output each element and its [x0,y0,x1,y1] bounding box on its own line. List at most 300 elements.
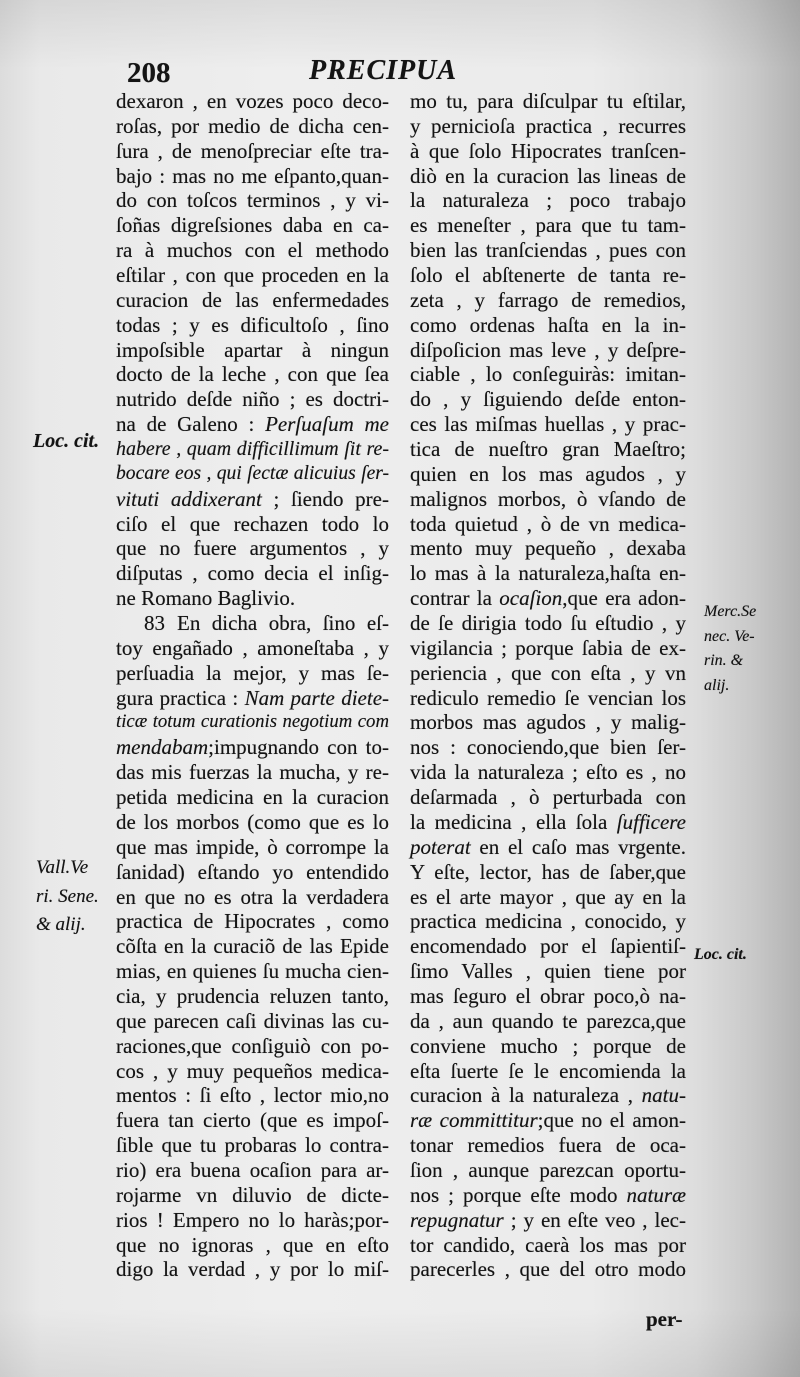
text-line [410,835,686,860]
roman-text: ſimo Valles , quien tiene por [410,959,686,984]
text-line [410,686,686,711]
line-content [116,1183,389,1207]
roman-text: cõſta en la curaciõ de las Epide [116,934,389,959]
italic-text: ræ committitur [410,1108,538,1133]
roman-text: es el arte mayor , que ay en la [410,884,686,909]
line-content [116,238,389,262]
roman-text: impoſsible apartar à ningun [116,337,389,362]
line-content [116,1133,389,1157]
roman-text: mento muy pequeño , dexaba [410,536,686,561]
line-content [410,810,686,834]
text-line [116,462,389,487]
roman-text: nutrido deſde niño ; es doctri- [116,387,389,412]
margin-note-line: Loc. cit. [33,430,100,452]
text-line [116,338,389,363]
roman-text: En dicha obra, ſino eſ- [177,611,389,636]
roman-text: bajo : mas no me eſpanto,quan- [116,163,389,188]
catchword: per- [646,1307,683,1331]
text-line [410,114,686,139]
line-content [410,1183,686,1207]
line-content [116,860,389,884]
line-content [410,959,686,983]
roman-text: de los morbos (como que es lo [116,809,389,834]
roman-text: mentos : ſi eſto , lector mio,no [116,1083,389,1108]
roman-text: practica de Hipocrates , como [116,909,389,934]
roman-text: nos ; porque eſte modo [410,1182,627,1207]
roman-text: tonar remedios fuera de oca- [410,1133,686,1158]
roman-text: das mis fuerzas la mucha, y re- [116,760,389,785]
line-content [410,835,686,859]
text-line [116,835,389,860]
italic-text: ocaſion [499,586,563,611]
margin-note-left-references [36,854,99,940]
line-content [410,909,686,933]
roman-text: eſta ſuerte ſe le encomienda la [410,1058,686,1083]
text-line [116,1009,389,1034]
text-line [116,934,389,959]
line-content [116,438,389,460]
roman-text: ciable , lo conſeguiràs: imitan- [410,362,686,387]
line-content [410,661,686,685]
line-content [116,785,389,809]
line-content [116,636,389,660]
text-line [410,512,686,537]
text-line [410,437,686,462]
margin-note-line: ri. Sene. [36,885,99,907]
roman-text: ciſo el que rechazen todo lo [116,511,389,536]
roman-text: zeta , y farrago de remedios, [410,287,686,312]
line-content [116,586,295,610]
text-line [116,362,389,387]
text-line [410,710,686,735]
line-content [410,164,686,188]
text-line [410,735,686,760]
text-line [410,188,686,213]
roman-text: contrar la [410,586,500,611]
line-content [116,1034,389,1058]
text-line [116,885,389,910]
line-content [410,1233,686,1257]
line-content [116,188,389,212]
text-line [410,1034,686,1059]
roman-text: rios ! Empero no lo haràs;por- [116,1207,389,1232]
text-line [116,785,389,810]
line-content [116,885,389,909]
line-content [116,561,389,585]
text-line [410,487,686,512]
roman-text: que mas impide, ò corrompe la [116,834,389,859]
roman-text: fuera tan cierto (que es impoſ- [116,1108,389,1133]
roman-text: ſanidad) eſtando yo entendido [116,859,389,884]
text-line [410,785,686,810]
text-line [410,462,686,487]
roman-text: na de Galeno : [116,412,266,437]
line-content [116,1059,389,1083]
text-line [410,1009,686,1034]
roman-text: digo la verdad , y por lo miſ- [116,1257,389,1282]
text-line [410,338,686,363]
roman-text: es meneſter , para que tu tam- [410,213,686,238]
text-line [410,611,686,636]
roman-text: que no ignoras , que en eſto [116,1232,389,1257]
roman-text: ;impugnando con to- [208,735,389,760]
text-line [410,1257,686,1282]
line-content [410,1034,686,1058]
text-line [116,860,389,885]
line-content [410,213,686,237]
margin-note-left-citation [33,428,99,454]
roman-text: Y eſte, lector, has de ſaber,que [410,859,686,884]
text-line [410,760,686,785]
line-content [116,1009,389,1033]
roman-text: gura practica : [116,685,245,710]
line-content [116,1083,389,1107]
text-line [116,89,389,114]
text-line [116,1233,389,1258]
italic-text: repugnatur [410,1207,504,1232]
line-content [410,785,686,809]
text-line [116,437,389,462]
roman-text: perſuadia la mejor, y mas ſe- [116,660,389,685]
roman-text: cos , y muy pequeños medica- [116,1058,389,1083]
text-line [410,412,686,437]
text-line [410,1233,686,1258]
line-content [410,611,686,635]
line-content [410,710,686,734]
roman-text: diſpoſicion mas leve , y deſpre- [410,337,686,362]
line-content [410,1133,686,1157]
line-content [410,561,686,585]
roman-text: ; y en eſte veo , lec- [503,1207,686,1232]
text-line [410,288,686,313]
roman-text: encomendado por el ſapientiſ- [410,934,686,959]
text-line [116,1183,389,1208]
roman-text: en el caſo mas vrgente. [470,834,686,859]
line-content [116,909,389,933]
text-line [410,139,686,164]
text-line [116,114,389,139]
line-content [410,1009,686,1033]
line-content [116,536,389,560]
text-line [410,959,686,984]
line-content [410,885,686,909]
line-content [116,139,389,163]
roman-text: diſputas , como decia el inſig- [116,561,389,586]
italic-text: naturæ [626,1182,686,1207]
line-content [116,512,389,536]
line-content [410,313,686,337]
roman-text: deſarmada , ò perturbada con [410,785,686,810]
line-content [116,164,389,188]
line-content [116,288,389,312]
text-line [116,984,389,1009]
line-content [410,263,686,287]
line-content [116,362,389,386]
running-head-title: PRECIPUA [309,55,458,86]
roman-text: en que no es otra la verdadera [116,884,389,909]
line-content [116,760,389,784]
line-content [410,462,686,486]
roman-text: toy engañado , amoneſtaba , y [116,635,389,660]
italic-text: vituti addixerant [116,486,262,511]
roman-text: practica medicina , conocido, y [410,909,686,934]
roman-text: dexaron , en vozes poco deco- [116,89,389,113]
roman-text: ;que no el amon- [537,1108,686,1133]
line-content [116,1208,389,1232]
text-line [116,1257,389,1282]
roman-text: tor candido, caerà los mas por [410,1232,686,1257]
text-line [116,636,389,661]
line-content [116,338,389,362]
line-content [410,1208,686,1232]
text-line [116,810,389,835]
margin-note-right-citation [694,943,747,967]
text-line [116,735,389,760]
italic-text: ſufficere [616,809,686,834]
text-line [116,586,389,611]
line-content [410,338,686,362]
text-line [410,1208,686,1233]
text-line [410,909,686,934]
line-content [116,487,389,511]
margin-note-line: Merc.Se [704,603,757,620]
line-content [410,288,686,312]
line-content [116,611,389,635]
roman-text: y pernicioſa practica , recurres [410,113,686,138]
roman-text: morbos mas agudos , y malig- [410,710,686,735]
roman-text: toda quietud , ò de vn medica- [410,511,686,536]
margin-note-line: alij. [704,677,730,695]
text-line [116,661,389,686]
text-line [116,1083,389,1108]
text-line [116,710,389,735]
line-content [116,263,389,287]
roman-text: diò en la curacion las lineas de [410,163,686,188]
text-line [116,1059,389,1084]
line-content [410,387,686,411]
text-line [116,1158,389,1183]
line-content [410,760,686,784]
margin-note-right-references [704,600,756,699]
italic-text: habere , quam difficillimum ſit re- [116,438,389,461]
roman-text: vigilancia ; porque ſabia de ex- [410,635,686,660]
roman-text: curacion de las enfermedades [116,287,389,312]
text-line [410,362,686,387]
roman-text: vida la naturaleza ; eſto es , no [410,760,686,785]
roman-text: eſtilar , con que proceden en la [116,263,389,288]
roman-text: ſura , de menoſpreciar eſte tra- [116,138,389,163]
roman-text: raciones,que conſiguiò con po- [116,1033,389,1058]
line-content [410,860,686,884]
roman-text: que parecen caſi divinas las cu- [116,1008,389,1033]
text-line [410,636,686,661]
roman-text: ces las miſmas huellas , y prac- [410,412,686,437]
text-line [116,611,389,636]
roman-text: quien en los mas agudos , y [410,461,686,486]
right-text-column [410,89,686,1282]
roman-text: do , y ſiguiendo deſde enton- [410,387,686,412]
text-line [410,885,686,910]
italic-text: natu- [641,1083,686,1108]
line-content [116,313,389,337]
roman-text: ſible que tu probaras lo contra- [116,1133,389,1158]
roman-text: la medicina , ella ſola [410,809,617,834]
roman-text: cia, y prudencia reluzen tanto, [116,983,389,1008]
line-content [116,1158,389,1182]
line-content [410,636,686,660]
line-content [410,114,686,138]
roman-text: lo mas à la naturaleza,haſta en- [410,561,686,586]
line-content [410,1059,686,1083]
roman-text: como ordenas haſta en la in- [410,312,686,337]
roman-text: mias, en quienes ſu mucha cien- [116,959,389,984]
line-content [116,1257,389,1281]
line-content [410,1158,686,1182]
roman-text: curacion à la naturaleza , [410,1083,642,1108]
roman-text: ,que era adon- [562,586,686,611]
text-line [410,1108,686,1133]
line-content [410,139,686,163]
roman-text: bien las tranſciendas , pues con [410,238,686,263]
roman-text: tica de nueſtro gran Maeſtro; [410,437,686,462]
roman-text: do con toſcos terminos , y vi- [116,188,389,213]
roman-text: nos : conociendo,que bien ſer- [410,735,686,760]
text-line [116,412,389,437]
roman-text: à que ſolo Hipocrates tranſcen- [410,138,686,163]
roman-text: la naturaleza ; poco trabajo [410,188,686,213]
text-line [410,263,686,288]
text-line [116,536,389,561]
roman-text: ne Romano Baglivio. [116,586,296,611]
line-content [410,238,686,262]
text-line [410,536,686,561]
text-line [410,238,686,263]
line-content [116,114,389,138]
line-content [116,213,389,237]
roman-text: todas ; y es dificultoſo , ſino [116,312,389,337]
roman-text: ra à muchos con el methodo [116,238,389,263]
roman-text: de ſe dirigia todo ſu eſtudio , y [410,611,686,636]
text-line [116,238,389,263]
text-line [410,1183,686,1208]
text-line [410,213,686,238]
text-line [116,686,389,711]
text-line [410,387,686,412]
roman-text: rojarme vn diluvio de dicte- [116,1182,389,1207]
line-content [116,711,389,732]
line-content [116,810,389,834]
line-content [116,686,389,710]
line-content [116,387,389,411]
text-line [410,984,686,1009]
text-line [410,89,686,114]
text-line [410,810,686,835]
roman-text: conviene mucho ; porque de [410,1033,686,1058]
italic-text: mendabam [116,735,209,760]
line-content [410,512,686,536]
line-content [410,1108,686,1132]
text-line [410,1133,686,1158]
text-line [116,909,389,934]
line-content [410,437,686,461]
line-content [116,412,389,436]
text-line [116,288,389,313]
line-content [116,984,389,1008]
text-line [116,1034,389,1059]
roman-text: parecerles , que del otro modo [410,1257,686,1282]
text-line [410,561,686,586]
text-line [410,164,686,189]
text-line [116,760,389,785]
roman-text: periencia , que con eſta , y vn [410,660,686,685]
text-line [116,313,389,338]
line-content [116,735,389,759]
text-line [116,387,389,412]
roman-text: roſas, por medio de dicha cen- [116,113,389,138]
line-content [410,1257,686,1281]
text-line [410,661,686,686]
text-line [410,313,686,338]
line-content [410,487,686,511]
text-line [410,586,686,611]
italic-text: poterat [410,834,471,859]
line-content [116,661,389,685]
line-content [410,362,686,386]
line-content [116,1233,389,1257]
line-content [410,984,686,1008]
italic-text: Nam parte diete- [244,685,390,710]
roman-text: que no fuere argumentos , y [116,536,389,561]
text-line [116,164,389,189]
margin-note-line: & alij. [36,914,86,935]
roman-text: da , aun quando te parezca,que [410,1008,686,1033]
text-line [116,487,389,512]
roman-text: mo tu, para diſculpar tu eſtilar, [410,89,686,113]
roman-text: ſion , aunque parezcan oportu- [410,1157,686,1182]
text-line [116,1108,389,1133]
text-line [116,512,389,537]
text-line [410,1083,686,1108]
line-content [410,536,686,560]
text-line [116,959,389,984]
roman-text: rio) era buena ocaſion para ar- [116,1157,389,1182]
text-line [116,139,389,164]
line-content [410,89,686,113]
roman-text: petida medicina en la curacion [116,785,389,810]
margin-note-line: rin. & [704,652,744,670]
margin-note-line: Loc. cit. [694,946,747,963]
text-line [116,1133,389,1158]
line-content [116,1108,389,1132]
line-content [116,89,389,113]
text-line [116,561,389,586]
line-content [410,412,686,436]
line-content [116,934,389,958]
line-content [116,835,389,859]
text-line [116,1208,389,1233]
italic-text: Perſuaſum me [265,412,389,437]
text-line [410,1059,686,1084]
roman-text: ſoñas digreſsiones daba en ca- [116,213,389,238]
margin-note-line: nec. Ve- [704,627,755,645]
text-line [410,860,686,885]
line-content [410,735,686,759]
page-number: 208 [127,57,171,89]
roman-text: ; ſiendo pre- [261,486,389,511]
line-content [410,934,686,958]
line-content [410,1083,686,1107]
text-line [410,1158,686,1183]
